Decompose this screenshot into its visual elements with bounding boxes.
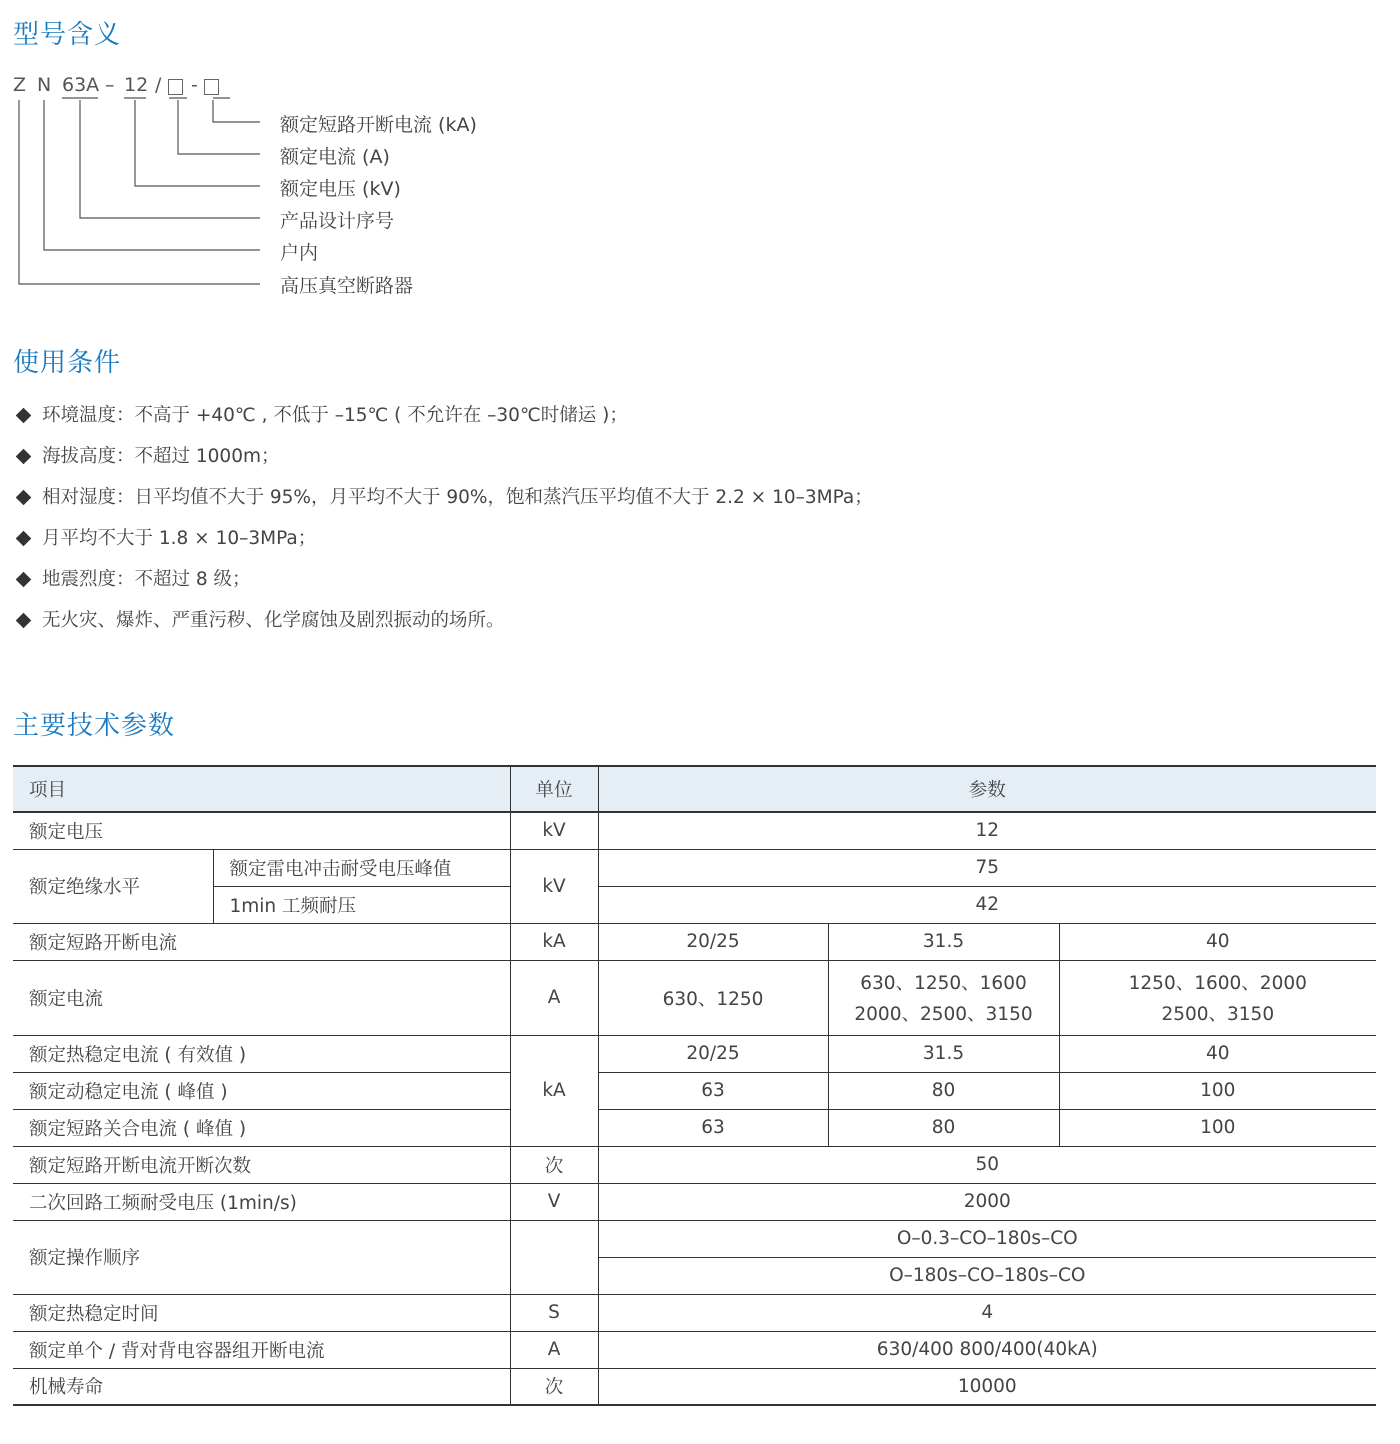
header-unit: 单位 [510,766,598,812]
diamond-bullet-icon [16,489,32,505]
condition-item: 环境温度：不高于 +40℃ , 不低于 –15℃ ( 不允许在 –30℃时储运 )； [15,401,628,427]
label-indoor: 户内 [280,242,319,264]
label-rated-current: 额定电流 (A) [280,146,390,168]
diamond-bullet-icon [16,448,32,464]
model-diagram-lines [0,0,500,300]
condition-item: 相对湿度：日平均值不大于 95%，月平均不大于 90%，饱和蒸汽压平均值不大于 2.2 × 10–3MPa； [15,483,873,509]
table-row: 额定短路开断电流 kA 20/25 31.5 40 [13,923,1376,960]
table-row: 1min 工频耐压 42 [13,886,1376,923]
label-rated-voltage: 额定电压 (kV) [280,178,401,200]
diamond-bullet-icon [16,407,32,423]
header-item: 项目 [13,766,510,812]
conditions-title: 使用条件 [13,348,122,378]
table-row: 额定绝缘水平 额定雷电冲击耐受电压峰值 kV 75 [13,849,1376,886]
table-row: 额定单个 / 背对背电容器组开断电流 A 630/400 800/400(40kA) [13,1331,1376,1368]
diamond-bullet-icon [16,530,32,546]
table-row: 额定热稳定电流 ( 有效值 ) kA 20/25 31.5 40 [13,1035,1376,1072]
code-design: 63A [62,74,100,96]
parameters-table [13,765,1376,1406]
code-voltage: 12 [124,74,149,96]
condition-item: 海拔高度：不超过 1000m； [15,442,279,468]
parameters-title: 主要技术参数 [13,711,176,741]
model-meaning-title: 型号含义 [13,20,122,50]
condition-item: 无火灾、爆炸、严重污秽、化学腐蚀及剧烈振动的场所。 [15,606,505,632]
table-row: 额定短路关合电流 ( 峰值 ) 63 80 100 [13,1109,1376,1146]
diamond-bullet-icon [16,612,32,628]
table-header-row [13,766,1376,812]
condition-item: 月平均不大于 1.8 × 10–3MPa； [15,524,316,550]
code-n: N [37,74,52,96]
code-hyphen: - [191,74,198,96]
diamond-bullet-icon [16,571,32,587]
code-slash: / [155,74,162,96]
header-param: 参数 [598,766,1376,812]
table-row: 额定电流 A 630、1250 630、1250、1600 2000、2500、3150 1250、1600、2000 2500、3150 [13,960,1376,1035]
table-row: O–180s–CO–180s–CO [13,1257,1376,1294]
condition-item: 地震烈度：不超过 8 级； [15,565,251,591]
table-row: 额定电压 kV 12 [13,812,1376,849]
label-hv-vacuum-breaker: 高压真空断路器 [280,275,414,297]
code-dash: – [105,74,115,96]
label-design-serial: 产品设计序号 [280,210,395,232]
code-z: Z [13,74,27,96]
table-row: 额定短路开断电流开断次数 次 50 [13,1146,1376,1183]
table-row: 额定动稳定电流 ( 峰值 ) 63 80 100 [13,1072,1376,1109]
label-short-circuit-breaking: 额定短路开断电流 (kA) [280,114,477,136]
table-row: 额定热稳定时间 S 4 [13,1294,1376,1331]
table-row: 额定操作顺序 O–0.3–CO–180s–CO [13,1220,1376,1257]
table-row: 机械寿命 次 10000 [13,1368,1376,1405]
table-row: 二次回路工频耐受电压 (1min/s) V 2000 [13,1183,1376,1220]
